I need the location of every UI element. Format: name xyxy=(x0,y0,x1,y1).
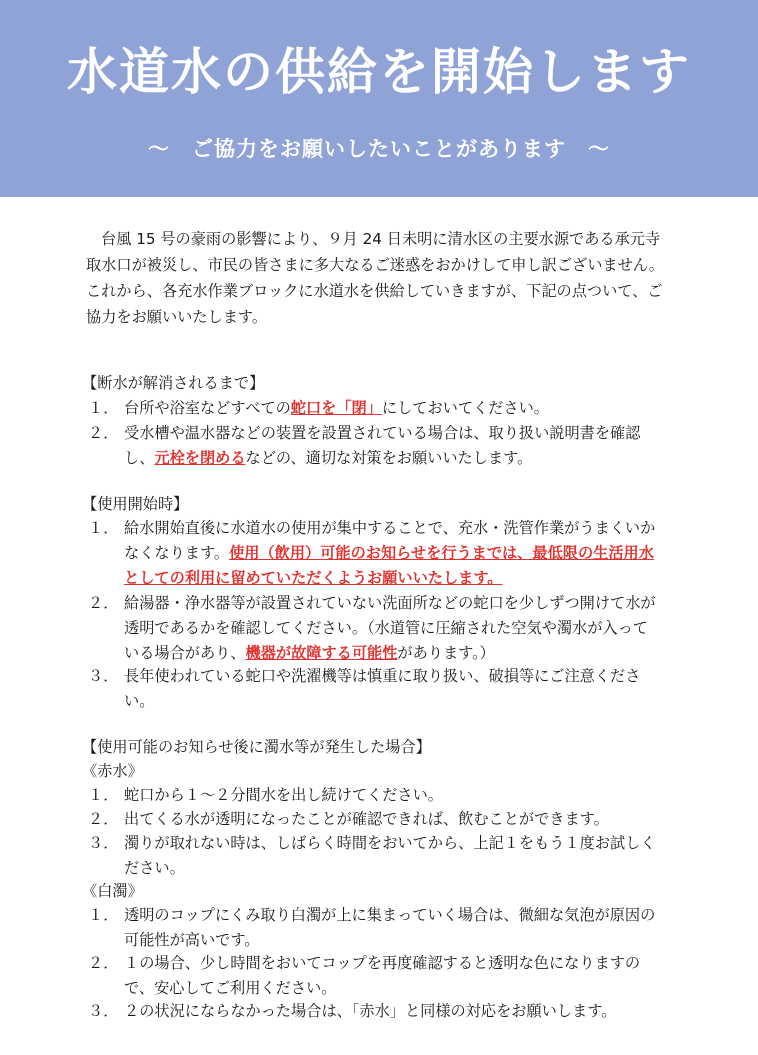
list-number: ３． xyxy=(88,1002,119,1020)
list-item xyxy=(88,831,662,881)
item-text: 給湯器・浄水器等が設置されていない洗面所などの蛇口を少しずつ開けて水が透明であるかを確認してください。（水道管に圧縮された空気や濁水が入っている場合があり、 xyxy=(124,594,656,662)
page-title: 水道水の供給を開始します xyxy=(67,43,691,101)
list-number: １． xyxy=(88,786,119,804)
list-item xyxy=(88,807,662,832)
item-text: 出てくる水が透明になったことが確認できれば、飲むことができます。 xyxy=(124,810,609,828)
item-text: １の場合、少し時間をおいてコップを再度確認すると透明な色になりますので、安心してご利用ください。 xyxy=(124,954,641,997)
item-text: にしておいてください。 xyxy=(381,399,549,417)
section-heading-start-of-use: 【使用開始時】 xyxy=(82,495,189,513)
item-emphasis: 使用（飲用）可能のお知らせを行うまでは、最低限の生活用水としての利用に留めていただくようお願いいたします。 xyxy=(124,544,654,587)
list-number: ２． xyxy=(88,954,119,972)
item-text: 長年使われている蛇口や洗濯機等は慎重に取り扱い、破損等にご注意ください。 xyxy=(124,667,641,710)
item-text: 透明のコップにくみ取り白濁が上に集まっていく場合は、微細な気泡が原因の可能性が高いです。 xyxy=(124,906,656,949)
subsection-label-white-turbidity: 《白濁》 xyxy=(82,882,143,900)
list-number: ２． xyxy=(88,810,119,828)
item-text: 給水開始直後に水道水の使用が集中することで、充水・洗管作業がうまくいかなくなります。 xyxy=(124,519,656,562)
section-heading-turbid-water: 【使用可能のお知らせ後に濁水等が発生した場合】 xyxy=(82,738,431,756)
list-number: １． xyxy=(88,519,119,537)
list-number: ３． xyxy=(88,834,119,852)
list-item xyxy=(88,999,662,1024)
list-item xyxy=(88,783,662,808)
section-heading-until-restored: 【断水が解消されるまで】 xyxy=(82,374,265,392)
list-item xyxy=(88,951,662,1001)
item-text: ２の状況にならなかった場合は、「赤水」と同様の対応をお願いします。 xyxy=(124,1002,617,1020)
page-subtitle: ～ ご協力をお願いしたいことがあります ～ xyxy=(148,137,610,161)
item-emphasis: 機器が故障する可能性 xyxy=(245,644,398,662)
item-text: などの、適切な対策をお願いいたします。 xyxy=(245,449,533,467)
list-number: ３． xyxy=(88,667,119,685)
item-text: 蛇口から１～２分間水を出し続けてください。 xyxy=(124,786,443,804)
intro-paragraph: 台風 15 号の豪雨の影響により、９月 24 日未明に清水区の主要水源である承元寺取水口が被災し、市民の皆さまに多大なるご迷惑をおかけして申し訳ございません。これから、各充水作業ブロックに水道水を供給していきますが、下記の点ついて、ご協力をお願いいたします。 xyxy=(86,230,665,326)
item-emphasis: 元栓を閉める xyxy=(154,449,246,467)
item-emphasis: 蛇口を「閉」 xyxy=(290,399,382,417)
list-item xyxy=(88,421,662,471)
list-item xyxy=(88,664,662,714)
item-text: 台所や浴室などすべての xyxy=(124,399,291,417)
item-text: 濁りが取れない時は、しばらく時間をおいてから、上記１をもう１度お試しください。 xyxy=(124,834,656,877)
list-number: ２． xyxy=(88,424,119,442)
list-item xyxy=(88,516,662,591)
item-text: 受水槽や温水器などの装置を設置されている場合は、取り扱い説明書を確認し、 xyxy=(124,424,641,467)
list-item xyxy=(88,903,662,953)
list-number: ２． xyxy=(88,594,119,612)
subsection-label-red-water: 《赤水》 xyxy=(82,762,143,780)
list-number: １． xyxy=(88,906,119,924)
list-number: １． xyxy=(88,399,119,417)
list-item xyxy=(88,591,662,666)
item-text: があります。） xyxy=(397,644,495,662)
list-item xyxy=(88,396,662,421)
